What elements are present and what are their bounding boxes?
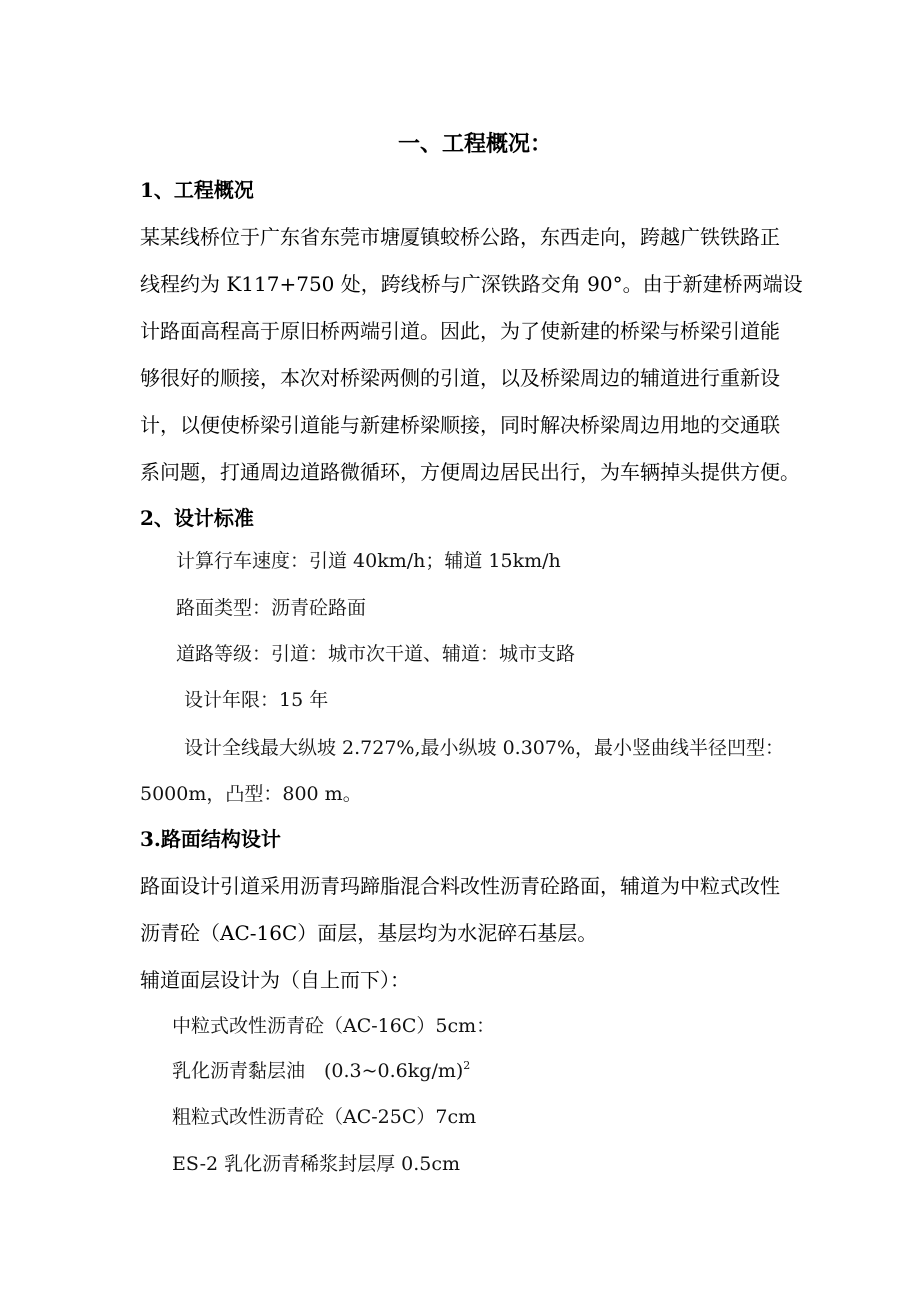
section-3-heading: 3.路面结构设计 (140, 827, 281, 851)
layer-item: ES-2 乳化沥青稀浆封层厚 0.5cm (172, 1153, 461, 1175)
paragraph-line: 路面设计引道采用沥青玛蹄脂混合料改性沥青砼路面，辅道为中粒式改性 (140, 874, 780, 898)
paragraph-line: 沥青砼（AC-16C）面层，基层均为水泥碎石基层。 (140, 921, 598, 945)
paragraph-line: 计，以便使桥梁引道能与新建桥梁顺接，同时解决桥梁周边用地的交通联 (140, 413, 780, 437)
section-2-heading: 2、设计标准 (140, 506, 254, 530)
paragraph-line: 辅道面层设计为（自上而下）： (140, 968, 410, 992)
slope-spec-line: 5000m，凸型：800 m。 (140, 783, 362, 805)
design-speed: 计算行车速度：引道 40km/h；辅道 15km/h (176, 550, 561, 572)
unit-superscript: 2 (463, 1059, 471, 1072)
layer-item: 粗粒式改性沥青砼（AC-25C）7cm (172, 1106, 477, 1128)
design-life: 设计年限：15 年 (184, 689, 329, 711)
slope-spec-line: 设计全线最大纵坡 2.727%,最小纵坡 0.307%，最小竖曲线半径凹型： (184, 737, 785, 759)
layer-item: 中粒式改性沥青砼（AC-16C）5cm： (172, 1015, 496, 1037)
paragraph-line: 线程约为 K117+750 处，跨线桥与广深铁路交角 90°。由于新建桥两端设 (140, 272, 803, 296)
layer-item (172, 1059, 470, 1083)
page-title: 一、工程概况： (397, 131, 552, 157)
pavement-type: 路面类型：沥青砼路面 (176, 597, 367, 619)
section-1-heading: 1、工程概况 (140, 178, 254, 202)
paragraph-line: 系问题，打通周边道路微循环，方便周边居民出行，为车辆掉头提供方便。 (140, 460, 800, 484)
road-grade: 道路等级：引道：城市次干道、辅道：城市支路 (176, 643, 576, 665)
layer-item-text: 乳化沥青黏层油 (0.3~0.6kg/m) (172, 1060, 464, 1082)
paragraph-line: 够很好的顺接，本次对桥梁两侧的引道，以及桥梁周边的辅道进行重新设 (140, 366, 780, 390)
paragraph-line: 某某线桥位于广东省东莞市塘厦镇蛟桥公路，东西走向，跨越广铁铁路正 (140, 225, 780, 249)
paragraph-line: 计路面高程高于原旧桥两端引道。因此，为了使新建的桥梁与桥梁引道能 (140, 319, 780, 343)
